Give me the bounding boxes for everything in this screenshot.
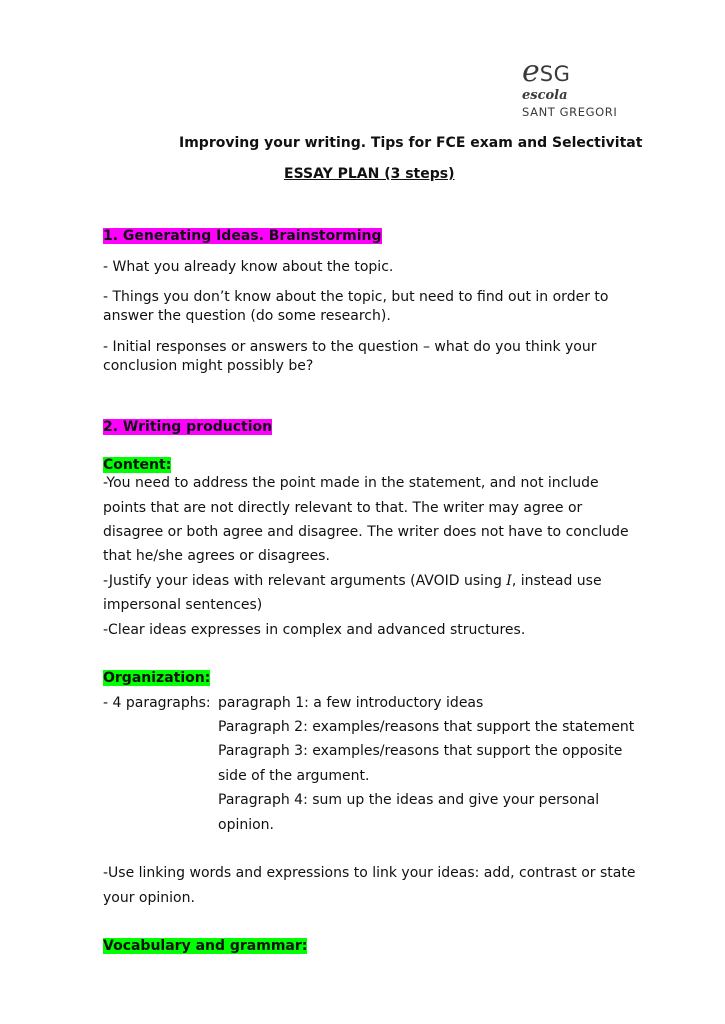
- section1-point-known: - What you already know about the topic.: [103, 259, 394, 275]
- section1-point-unknown-line1: - Things you don’t know about the topic, but need to find out in order to: [103, 289, 609, 305]
- organization-label: - 4 paragraphs:: [103, 695, 211, 711]
- section1-point-initial-line2: conclusion might possibly be?: [103, 358, 314, 374]
- content-line: -You need to address the point made in the statement, and not include: [103, 475, 599, 491]
- linking-line: your opinion.: [103, 890, 195, 906]
- organization-line: side of the argument.: [218, 768, 370, 784]
- section2-heading: 2. Writing production: [103, 419, 273, 435]
- organization-heading: Organization:: [103, 670, 211, 686]
- school-logo: [522, 54, 632, 120]
- logo-mark: eSG: [522, 54, 571, 89]
- content-line: that he/she agrees or disagrees.: [103, 548, 330, 564]
- logo-line-escola: escola: [522, 88, 568, 103]
- content-line: points that are not directly relevant to that. The writer may agree or: [103, 500, 583, 516]
- organization-line: Paragraph 4: sum up the ideas and give your personal: [218, 792, 600, 808]
- content-line: -Clear ideas expresses in complex and advanced structures.: [103, 622, 526, 638]
- linking-line: -Use linking words and expressions to link your ideas: add, contrast or state: [103, 865, 636, 881]
- content-heading: Content:: [103, 457, 172, 473]
- content-line-justify: -Justify your ideas with relevant arguments (AVOID using I, instead use: [103, 573, 602, 589]
- document-title: Improving your writing. Tips for FCE exam and Selectivitat: [179, 135, 643, 151]
- section1-point-unknown-line2: answer the question (do some research).: [103, 308, 391, 324]
- organization-line: paragraph 1: a few introductory ideas: [218, 695, 484, 711]
- section1-heading: 1. Generating Ideas. Brainstorming: [103, 228, 382, 244]
- content-line: disagree or both agree and disagree. The writer does not have to conclude: [103, 524, 629, 540]
- section1-point-initial-line1: - Initial responses or answers to the question – what do you think your: [103, 339, 597, 355]
- document-subtitle: ESSAY PLAN (3 steps): [284, 166, 455, 182]
- organization-line: Paragraph 3: examples/reasons that support the opposite: [218, 743, 623, 759]
- logo-line-sant-gregori: SANT GREGORI: [522, 105, 618, 119]
- organization-line: Paragraph 2: examples/reasons that support the statement: [218, 719, 635, 735]
- content-line: impersonal sentences): [103, 597, 263, 613]
- organization-line: opinion.: [218, 817, 274, 833]
- vocabulary-heading: Vocabulary and grammar:: [103, 938, 308, 954]
